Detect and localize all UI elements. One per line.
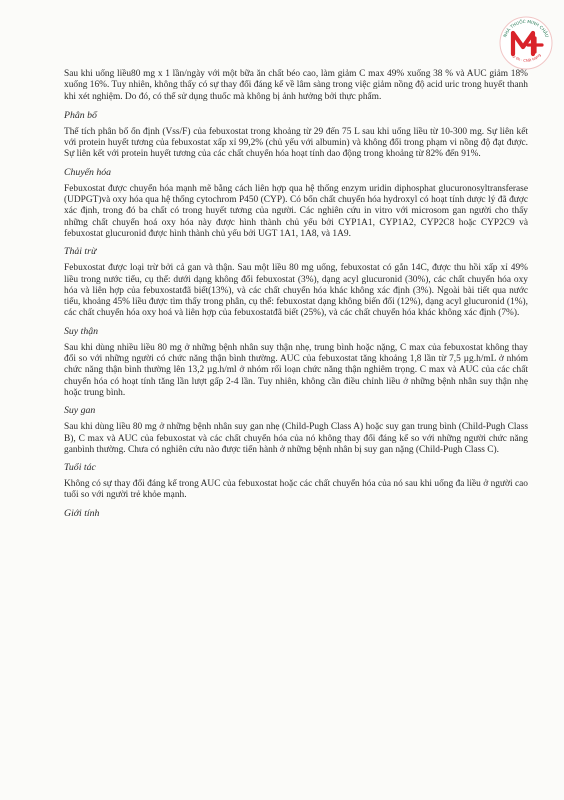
heading-metabolism: Chuyển hóa [64,166,112,178]
heading-age: Tuổi tác [64,462,96,474]
pharmacy-logo-icon [497,14,555,70]
paragraph-food-effect: Sau khi uống liều80 mg x 1 lần/ngày với một bữa ăn chất béo cao, làm giảm C max 49% xuống 38 % và AUC giảm 18% xuống 16%. Tuy nhiên, không thấy có sự thay đổi đáng kể về lâm sàng trong việc giảm nồng độ acid uric trong huyết thanh khi xét nghiệm. Do đó, có thể sử dụng thuốc mà không bị ảnh hưởng bởi thực phẩm. [64,69,528,102]
paragraph-renal-impairment: Sau khi dùng nhiều liều 80 mg ở những bệnh nhân suy thận nhẹ, trung bình hoặc nặng, C max của febuxostat không thay đổi so với những người có chức năng thận bình thường. AUC của febuxostat tăng khoảng 1,8 lần từ 7,5 µg.h/mL ở nhóm chức năng thận bình thường lên 13,2 µg.h/ml ở nhóm rối loạn chức năng thận nghiêm trọng. C max và AUC của các chất chuyển hóa có hoạt tính tăng lần lượt gấp 2-4 lần. Tuy nhiên, không cần điều chỉnh liều ở những bệnh nhân suy thận nhẹ hoặc trung bình. [64,342,528,398]
paragraph-metabolism: Febuxostat được chuyển hóa mạnh mẽ bằng cách liên hợp qua hệ thống enzym uridin diphosphat glucuronosyltransferase (UDPGT)và oxy hóa qua hệ thống cytochrom P450 (CYP). Có bốn chất chuyển hóa hydroxyl có hoạt tính dược lý đã được xác định, trong đó ba chất có trong huyết tương của người. Các nghiên cứu in vitro với microsom gan người cho thấy những chất chuyển hoá oxy hóa này được hình thành chủ yếu bởi CYP1A1, CYP1A2, CYP2C8 hoặc CYP2C9 và febuxostat glucuronid được hình thành chủ yếu bởi UGT 1A1, 1A8, và 1A9. [64,183,528,239]
paragraph-distribution: Thể tích phân bố ổn định (Vss/F) của febuxostat trong khoảng từ 29 đến 75 L sau khi uống liều từ 10-300 mg. Sự liên kết với protein huyết tương của febuxostat xấp xỉ 99,2% (chủ yếu với albumin) và không đổi trong phạm vi nồng độ đạt được. Sự liên kết với protein huyết tương của các chất chuyển hóa hoạt tính dao động trong khoảng từ 82% đến 91%. [64,126,528,160]
paragraph-hepatic-impairment: Sau khi dùng liều 80 mg ở những bệnh nhân suy gan nhẹ (Child-Pugh Class A) hoặc suy gan trung bình (Child-Pugh Class B), C max và AUC của febuxostat và các chất chuyển hóa của nó không thay đổi đáng kể so với những người chức năng ganbình thường. Chưa có nghiên cứu nào được tiến hành ở những bệnh nhân bị suy gan nặng (Child-Pugh Class C). [64,422,528,455]
logo-text-top: NHÀ THUỐC MINH CHÂU [503,19,549,39]
heading-elimination: Thải trừ [64,246,97,258]
heading-renal-impairment: Suy thận [64,325,99,337]
heading-distribution: Phân bố [64,109,97,121]
heading-gender: Giới tính [64,507,100,519]
pharmacy-logo [497,14,555,70]
paragraph-age: Không có sự thay đổi đáng kể trong AUC của febuxostat hoặc các chất chuyển hóa của nó sau khi uống đa liều ở người cao tuổi so với người trẻ khỏe mạnh. [64,479,528,501]
logo-text-bottom: Uy tín · Chất lượng [510,52,542,63]
heading-hepatic-impairment: Suy gan [64,405,96,417]
document-body [64,69,528,525]
paragraph-elimination: Febuxostat được loại trừ bởi cả gan và thận. Sau một liều 80 mg uống, febuxostat có gắn 14C, được thu hồi xấp xỉ 49% liều trong nước tiểu, cụ thể: dưới dạng không đổi febuxostat (3%), dạng acyl glucuronid (30%), các chất chuyển hóa oxy hóa và liên hợp của febuxostatđã biết(13%), và các chất chuyển hóa khác không xác định (3%). Ngoài bài tiết qua nước tiểu, khoảng 45% liều được tìm thấy trong phân, cụ thể: febuxostat dạng không biến đổi (12%), dạng acyl glucuronid (1%), các chất chuyển hóa oxy hoá và liên hợp của febuxostatđã biết (25%), và các chất chuyển hóa khác không xác định (7%). [64,263,528,319]
